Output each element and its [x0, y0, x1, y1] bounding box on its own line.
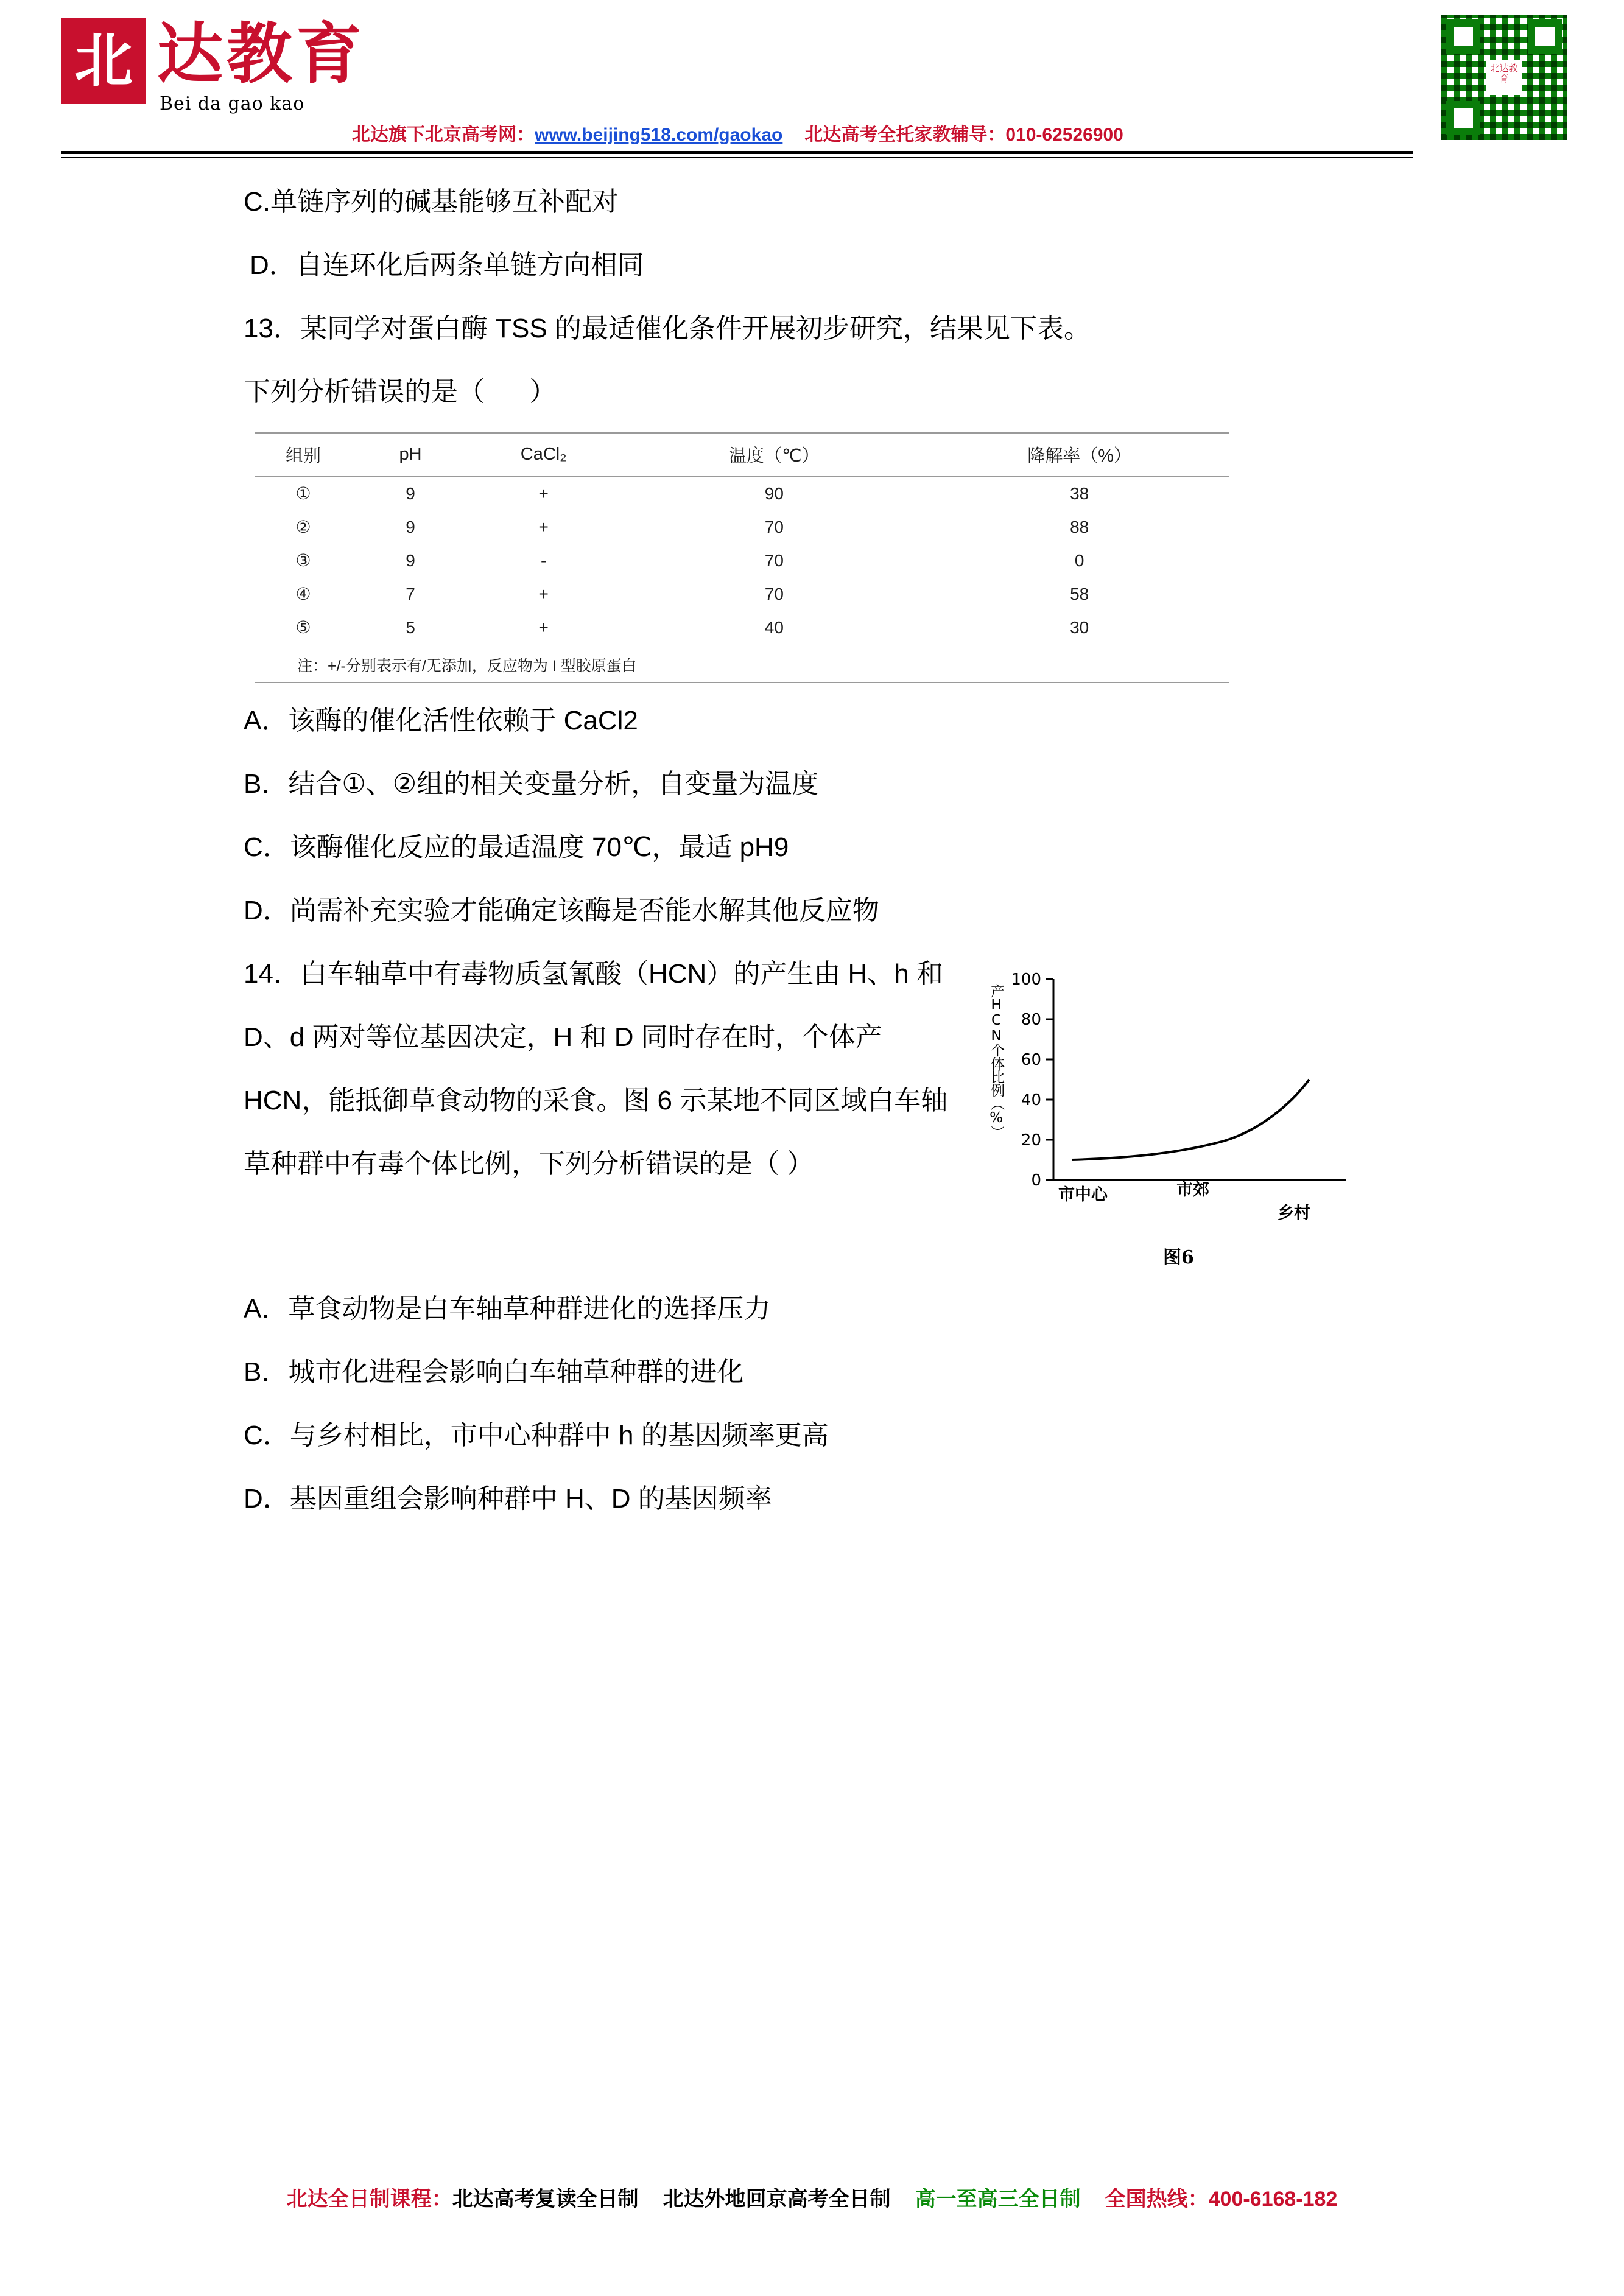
- question-14-option-b: B．城市化进程会影响白车轴草种群的进化: [244, 1357, 744, 1387]
- footer-program-label: 北达全日制课程：: [286, 2188, 452, 2211]
- header-divider: [61, 151, 1413, 154]
- page-footer: [0, 2182, 1624, 2212]
- cell-temperature: 40: [764, 617, 784, 637]
- qr-corner-top-right: [1528, 19, 1562, 54]
- cell-rate: 88: [1070, 517, 1089, 536]
- cell-cacl2: +: [538, 483, 549, 503]
- cell-rate: 0: [1074, 550, 1084, 570]
- table: [255, 434, 1229, 644]
- cell-group: ⑤: [295, 618, 311, 637]
- column-header-degradation-rate: 降解率（%）: [930, 434, 1229, 476]
- question-14-option-c: C．与乡村相比，市中心种群中 h 的基因频率更高: [244, 1420, 829, 1450]
- question-13-option-d: D．尚需补充实验才能确定该酶是否能水解其他反应物: [244, 896, 879, 925]
- cell-temperature: 90: [764, 483, 784, 503]
- option-d-previous-question: D．自连环化后两条单链方向相同: [250, 250, 644, 280]
- cell-ph: 9: [406, 550, 415, 570]
- footer-program-1: 北达高考复读全日制: [452, 2188, 639, 2211]
- chart-area: [980, 967, 1370, 1268]
- question-13-option-a: A．该酶的催化活性依赖于 CaCl2: [244, 706, 638, 735]
- experiment-results-table: [255, 432, 1229, 683]
- footer-program-2: 北达外地回京高考全日制: [663, 2188, 891, 2211]
- cell-temperature: 70: [764, 517, 784, 536]
- question-13-stem-line2: 下列分析错误的是（ ）: [244, 377, 557, 407]
- figure-caption: 图6: [1163, 1247, 1194, 1268]
- table-note: 注：+/-分别表示有/无添加，反应物为 I 型胶原蛋白: [297, 658, 637, 675]
- table-header-row: [255, 434, 1229, 476]
- cell-cacl2: -: [541, 550, 547, 570]
- svg-text:20: 20: [1021, 1131, 1041, 1150]
- cell-group: ③: [295, 551, 311, 570]
- question-13-option-c: C．该酶催化反应的最适温度 70℃，最适 pH9: [244, 832, 789, 862]
- chart-xtick-suburb: 市郊: [1176, 1181, 1209, 1199]
- cell-rate: 38: [1070, 483, 1089, 503]
- question-14-option-a: A．草食动物是白车轴草种群进化的选择压力: [244, 1294, 771, 1324]
- footer-hotline: 全国热线：400-6168-182: [1105, 2188, 1338, 2211]
- page-header: [0, 0, 1624, 170]
- column-header-ph: pH: [352, 434, 469, 476]
- cell-rate: 58: [1070, 584, 1089, 603]
- footer-program-3: 高一至高三全日制: [915, 2188, 1081, 2211]
- question-14-block: [244, 943, 1370, 1277]
- cell-temperature: 70: [764, 584, 784, 603]
- document-content: [0, 170, 1624, 1531]
- header-divider-secondary: [61, 157, 1413, 158]
- table-body: [255, 476, 1229, 644]
- cell-ph: 9: [406, 483, 415, 503]
- chart-xtick-city-center: 市中心: [1058, 1185, 1108, 1204]
- qr-corner-bottom-left: [1446, 101, 1480, 135]
- chart-y-axis-label: 产HCN个体比例（%）: [988, 984, 1004, 1139]
- table-row: [255, 510, 1229, 544]
- cell-ph: 9: [406, 517, 415, 536]
- table-row: [255, 611, 1229, 644]
- chart-xtick-village: 乡村: [1278, 1204, 1310, 1223]
- header-tagline-prefix: 北达旗下北京高考网：: [352, 125, 535, 145]
- brand-name-en: Bei da gao kao: [160, 93, 305, 114]
- svg-text:40: 40: [1021, 1091, 1041, 1109]
- svg-text:60: 60: [1021, 1051, 1041, 1069]
- header-tagline: [352, 119, 1123, 146]
- cell-cacl2: +: [538, 617, 549, 637]
- cell-cacl2: +: [538, 584, 549, 603]
- column-header-temperature: 温度（℃）: [618, 434, 930, 476]
- svg-text:100: 100: [1011, 971, 1041, 989]
- column-header-cacl2: CaCl₂: [469, 434, 618, 476]
- cell-group: ①: [295, 484, 311, 503]
- question-13-stem-line1: 13．某同学对蛋白酶 TSS 的最适催化条件开展初步研究，结果见下表。: [244, 314, 1091, 343]
- table-row: [255, 577, 1229, 611]
- logo-stamp-icon: 北: [61, 18, 146, 104]
- question-14-stem: 14．白车轴草中有毒物质氢氰酸（HCN）的产生由 H、h 和 D、d 两对等位基因决定，H 和 D 同时存在时，个体产 HCN，能抵御草食动物的采食。图 6 示某地不同区域白车轴草种群中有毒个体比例，下列分析错误的是（ ）: [244, 959, 948, 1179]
- cell-group: ②: [295, 518, 311, 536]
- header-website-link[interactable]: www.beijing518.com/gaokao: [535, 125, 783, 145]
- cell-ph: 7: [406, 584, 415, 603]
- table-row: [255, 544, 1229, 577]
- qr-center-label: 北达教育: [1486, 60, 1522, 95]
- question-13-option-b: B．结合①、②组的相关变量分析，自变量为温度: [244, 769, 819, 799]
- option-c-previous-question: C.单链序列的碱基能够互补配对: [244, 187, 619, 217]
- svg-text:80: 80: [1021, 1011, 1041, 1029]
- header-tagline-suffix: 北达高考全托家教辅导：010-62526900: [804, 125, 1123, 145]
- cell-ph: 5: [406, 617, 415, 637]
- column-header-group: 组别: [255, 434, 352, 476]
- table-head: [255, 434, 1229, 476]
- question-14-option-d: D．基因重组会影响种群中 H、D 的基因频率: [244, 1484, 772, 1514]
- svg-text:0: 0: [1031, 1171, 1041, 1190]
- qr-code-icon: [1438, 11, 1570, 144]
- cell-group: ④: [295, 585, 311, 603]
- brand-name-cn: 达教育: [157, 16, 366, 93]
- brand-text: [157, 18, 365, 114]
- qr-corner-top-left: [1446, 19, 1480, 54]
- table-row: [255, 476, 1229, 510]
- brand-logo: [61, 18, 365, 114]
- cell-temperature: 70: [764, 550, 784, 570]
- chart-svg: [980, 967, 1370, 1247]
- cell-rate: 30: [1070, 617, 1089, 637]
- cell-cacl2: +: [538, 517, 549, 536]
- figure-6: [980, 967, 1370, 1277]
